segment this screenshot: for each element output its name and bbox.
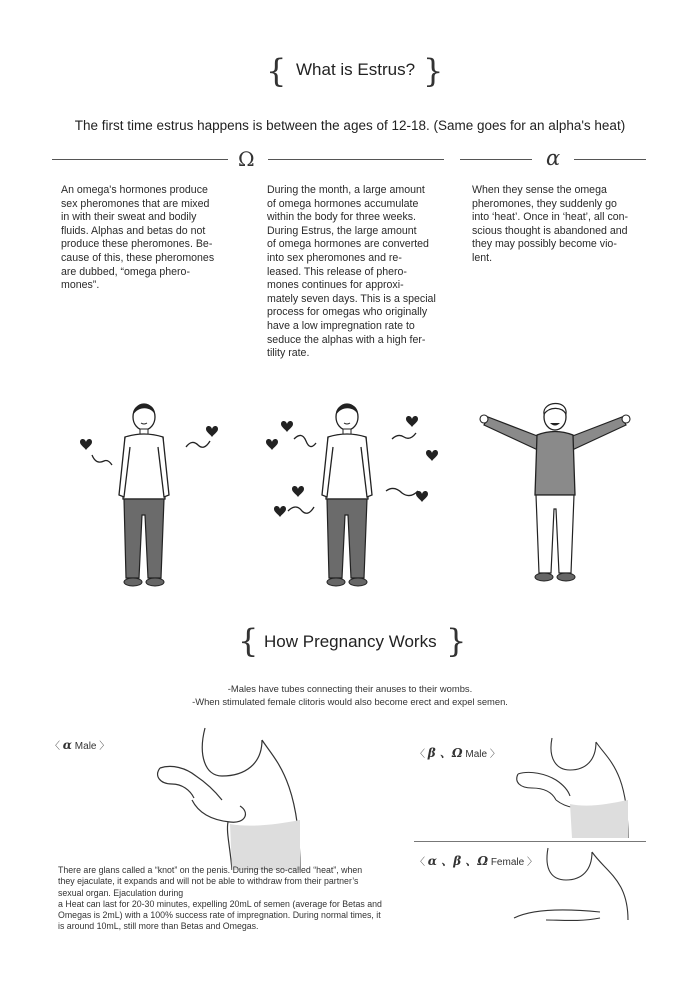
right-brace: }: [446, 622, 467, 660]
scent-line: [186, 441, 210, 447]
alpha-symbol: α: [546, 146, 561, 170]
heart-icon: [292, 486, 304, 497]
column-alpha-heat: When they sense the omega pheromones, they suddenly go into ‘heat’. Once in ‘heat’, all con- scious thought is abandoned and they may possibly become vio- lent.: [472, 184, 629, 264]
right-brace: }: [423, 52, 444, 90]
note-line: -When stimulated female clitoris would also become erect and expel semen.: [192, 696, 508, 707]
heart-icon: [266, 439, 278, 450]
heart-icon: [406, 416, 418, 427]
label-beta-omega-male: 〈 β 、Ω Male 〉: [415, 746, 500, 760]
scent-line: [92, 455, 112, 465]
scent-line: [294, 435, 316, 446]
scent-line: [288, 507, 314, 513]
divider: [268, 159, 444, 160]
section-title-estrus: What is Estrus?: [296, 60, 416, 79]
figures-illustration: [0, 395, 700, 595]
label-female: 〈 α 、β 、Ω Female 〉: [415, 854, 537, 868]
female-anatomy-sketch: [514, 848, 628, 921]
heart-icon: [206, 426, 218, 437]
omega-figure-middle: [322, 404, 372, 586]
omega-symbol: Ω: [238, 147, 255, 171]
heart-icon: [274, 506, 286, 517]
alpha-figure-right: [480, 403, 630, 581]
heart-icon: [281, 421, 293, 432]
scent-line: [392, 433, 416, 439]
heart-icon: [426, 450, 438, 461]
column-estrus-cycle: During the month, a large amount of omega hormones accumulate within the body for three weeks. During Estrus, the large amount of omega hormones are converted into sex pheromones and re- leased. This release of phero- mones continues for approxi- mately seven days. This is a special process for omegas who originally have a low impregnation rate to seduce the alphas with a high fer- tility rate.: [267, 184, 436, 360]
estrus-subtitle: The first time estrus happens is between the ages of 12-18. (Same goes for an alpha's heat): [74, 118, 626, 133]
left-brace: {: [266, 52, 287, 90]
column-omega-pheromones: An omega's hormones produce sex pheromones that are mixed in with their sweat and bodily fluids. Alphas and betas do not produce these pheromones. Be- cause of this, these pheromones are dubbed, “omega phero- mones”.: [61, 184, 215, 292]
label-alpha-male: 〈 α Male 〉: [50, 738, 110, 752]
heart-icon: [80, 439, 92, 450]
heart-icon: [416, 491, 428, 502]
note-line: -Males have tubes connecting their anuses to their wombs.: [227, 683, 473, 694]
divider: [52, 159, 228, 160]
section-title-pregnancy: How Pregnancy Works: [264, 632, 437, 651]
left-brace: {: [238, 622, 259, 660]
scent-line: [386, 488, 418, 495]
divider: [574, 159, 646, 160]
divider: [460, 159, 532, 160]
omega-figure-left: [119, 404, 169, 586]
knot-explanation: There are glans called a “knot” on the penis. During the so-called “heat”, when they ejaculate, it expands and will not be able to withdraw from their partner’s sexual organ. Ejaculation during a Heat can last for 20-30 minutes, expelling 20mL of semen (average for Betas and Omegas is 2mL) with a 100% success rate of impregnation. During normal times, it is around 10mL, still more than Betas and Omegas.: [58, 865, 382, 932]
